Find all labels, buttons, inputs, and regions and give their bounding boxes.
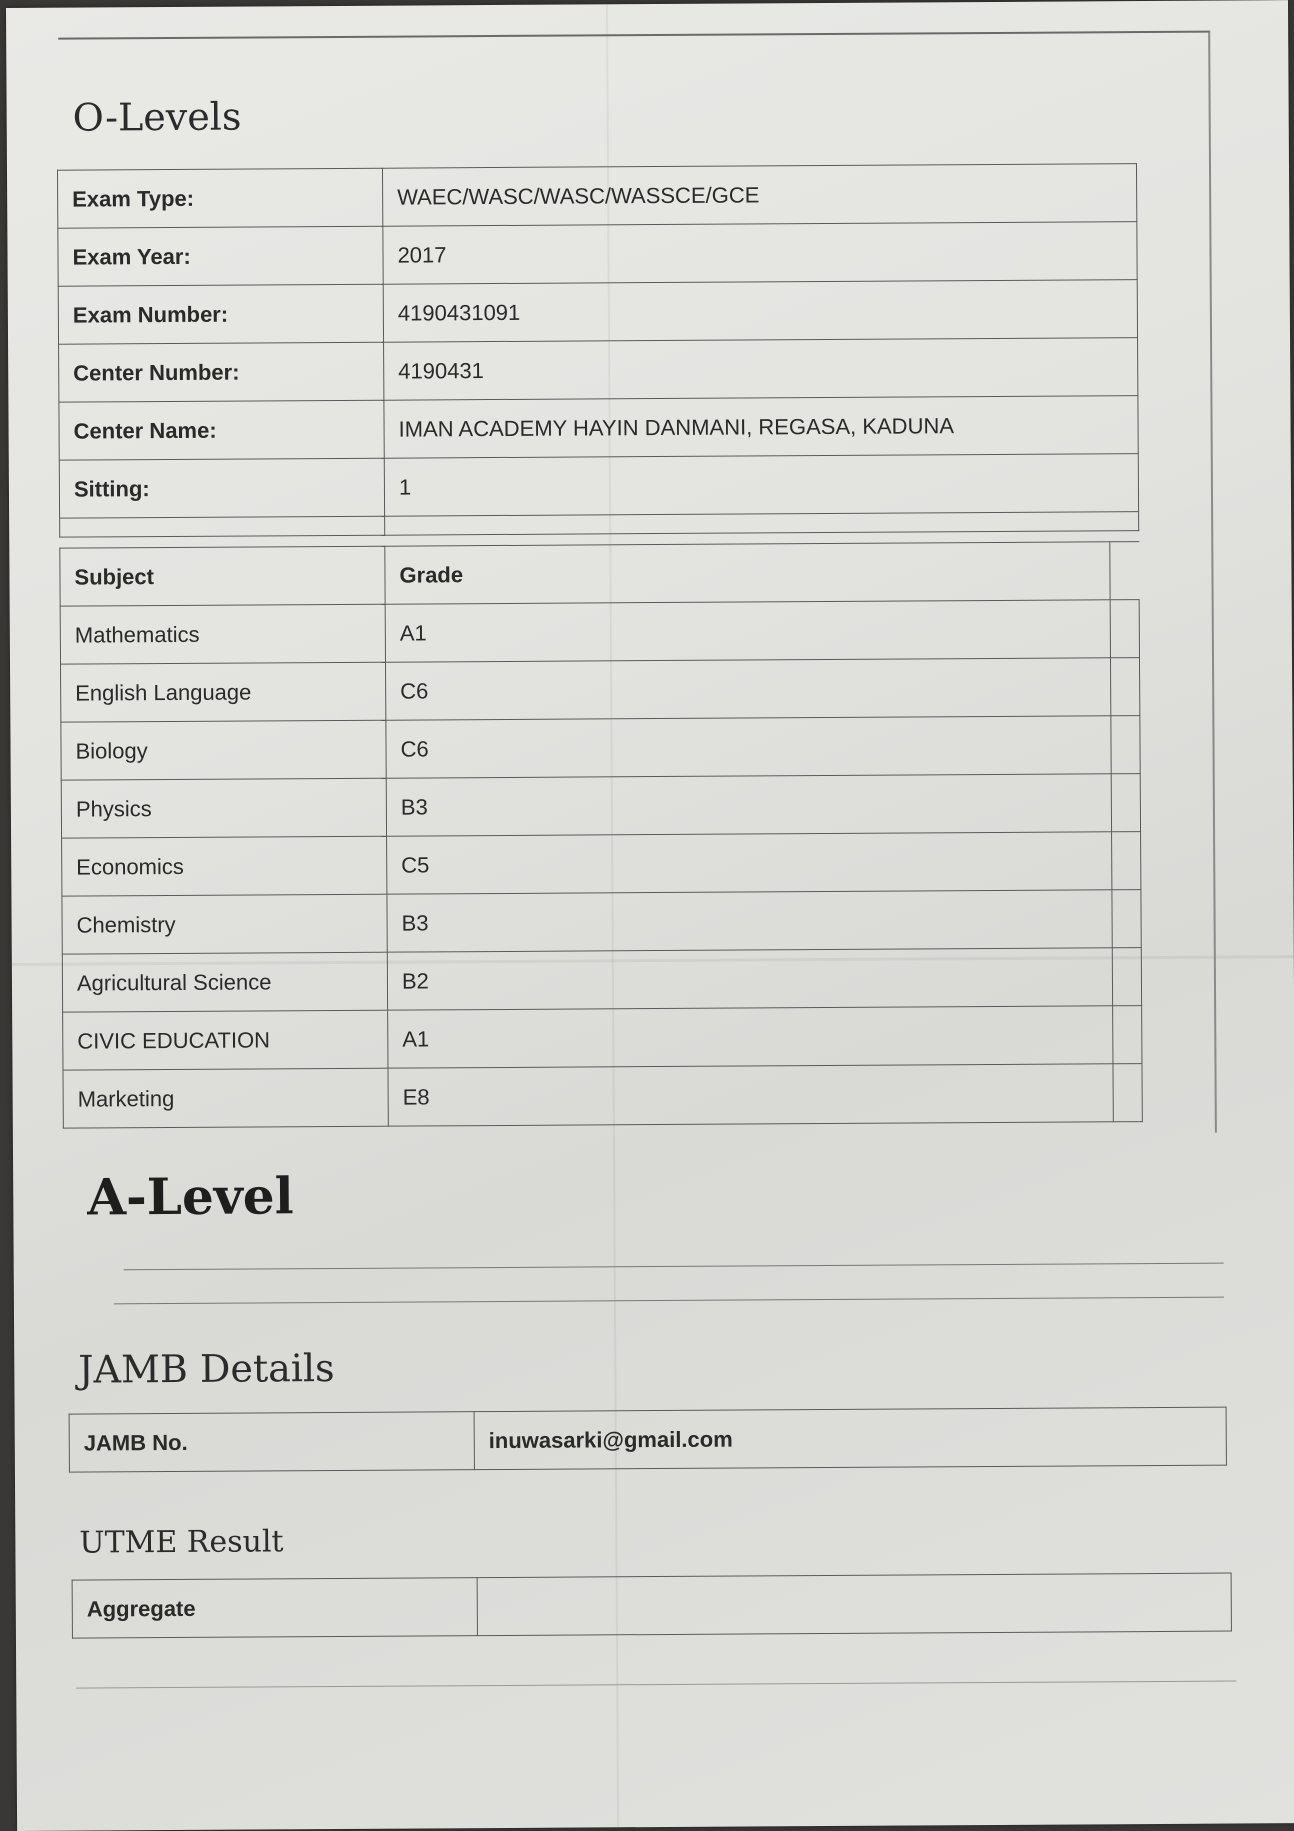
- subject-name: English Language: [61, 662, 386, 722]
- grade-row: [61, 774, 1140, 839]
- grade-row: [61, 716, 1140, 781]
- spacer-cell: [1113, 1006, 1142, 1064]
- spacer-cell: [1112, 890, 1141, 948]
- subject-name: Marketing: [63, 1068, 388, 1128]
- sitting-row: [59, 454, 1138, 519]
- exam-number-label: Exam Number:: [58, 284, 383, 344]
- subject-grade: E8: [388, 1064, 1113, 1126]
- subject-grade: B3: [387, 890, 1112, 952]
- grade-row: [63, 1006, 1142, 1071]
- utme-table: [72, 1573, 1232, 1639]
- subject-grade: B2: [387, 948, 1112, 1010]
- divider: [114, 1297, 1224, 1305]
- center-name-value: IMAN ACADEMY HAYIN DANMANI, REGASA, KADUNA: [384, 396, 1138, 459]
- subject-name: Physics: [61, 778, 386, 838]
- spacer-cell: [1111, 716, 1140, 774]
- spacer-cell: [1110, 542, 1139, 600]
- jamb-table: [69, 1407, 1227, 1473]
- subject-name: Chemistry: [62, 894, 387, 954]
- center-number-row: [59, 338, 1138, 403]
- alevel-title: A-Level: [87, 1166, 294, 1227]
- subject-name: Mathematics: [60, 604, 385, 664]
- grade-row: [62, 832, 1141, 897]
- spacer-cell: [1111, 774, 1140, 832]
- spacer-cell: [1112, 948, 1141, 1006]
- grade-row: [60, 600, 1139, 665]
- printed-page: [6, 0, 1294, 1831]
- sitting-label: Sitting:: [59, 458, 384, 518]
- jamb-details-title: JAMB Details: [78, 1346, 335, 1392]
- aggregate-row: [72, 1573, 1231, 1638]
- exam-year-value: 2017: [383, 222, 1137, 285]
- spacer-cell: [1112, 832, 1141, 890]
- center-name-label: Center Name:: [59, 400, 384, 460]
- exam-year-label: Exam Year:: [58, 226, 383, 286]
- exam-info-table: [57, 163, 1139, 538]
- jamb-no-row: [69, 1407, 1226, 1472]
- center-number-value: 4190431: [384, 338, 1138, 401]
- jamb-no-label: JAMB No.: [69, 1412, 474, 1472]
- subject-grade: A1: [388, 1006, 1113, 1068]
- subject-header: Subject: [60, 546, 385, 606]
- subject-grade: A1: [385, 600, 1110, 662]
- jamb-no-value: inuwasarki@gmail.com: [474, 1407, 1226, 1470]
- spacer-cell: [385, 512, 1139, 536]
- grade-row: [63, 1064, 1142, 1129]
- spacer-cell: [1110, 600, 1139, 658]
- subject-grade: C5: [387, 832, 1112, 894]
- subject-grade: C6: [386, 658, 1111, 720]
- exam-type-row: [57, 164, 1136, 229]
- grade-row: [61, 658, 1140, 723]
- sitting-value: 1: [384, 454, 1138, 517]
- grade-row: [62, 948, 1141, 1013]
- exam-number-value: 4190431091: [383, 280, 1137, 343]
- grades-header-row: [60, 542, 1139, 607]
- grade-header: Grade: [385, 542, 1110, 604]
- center-name-row: [59, 396, 1138, 461]
- divider: [124, 1263, 1224, 1271]
- exam-year-row: [58, 222, 1137, 287]
- spacer-cell: [1113, 1064, 1142, 1122]
- spacer-cell: [1110, 658, 1139, 716]
- grade-row: [62, 890, 1141, 955]
- exam-type-label: Exam Type:: [57, 168, 382, 228]
- aggregate-value: [477, 1573, 1231, 1636]
- center-number-label: Center Number:: [59, 342, 384, 402]
- divider: [76, 1681, 1236, 1689]
- grades-table: [59, 541, 1143, 1129]
- utme-result-title: UTME Result: [79, 1524, 284, 1561]
- exam-type-value: WAEC/WASC/WASC/WASSCE/GCE: [382, 164, 1136, 227]
- subject-name: CIVIC EDUCATION: [63, 1010, 388, 1070]
- subject-grade: C6: [386, 716, 1111, 778]
- exam-number-row: [58, 280, 1137, 345]
- spacer-cell: [60, 516, 385, 537]
- olevels-title: O-Levels: [72, 94, 242, 140]
- subject-name: Biology: [61, 720, 386, 780]
- aggregate-label: Aggregate: [72, 1578, 477, 1638]
- subject-grade: B3: [386, 774, 1111, 836]
- subject-name: Economics: [62, 836, 387, 896]
- subject-name: Agricultural Science: [62, 952, 387, 1012]
